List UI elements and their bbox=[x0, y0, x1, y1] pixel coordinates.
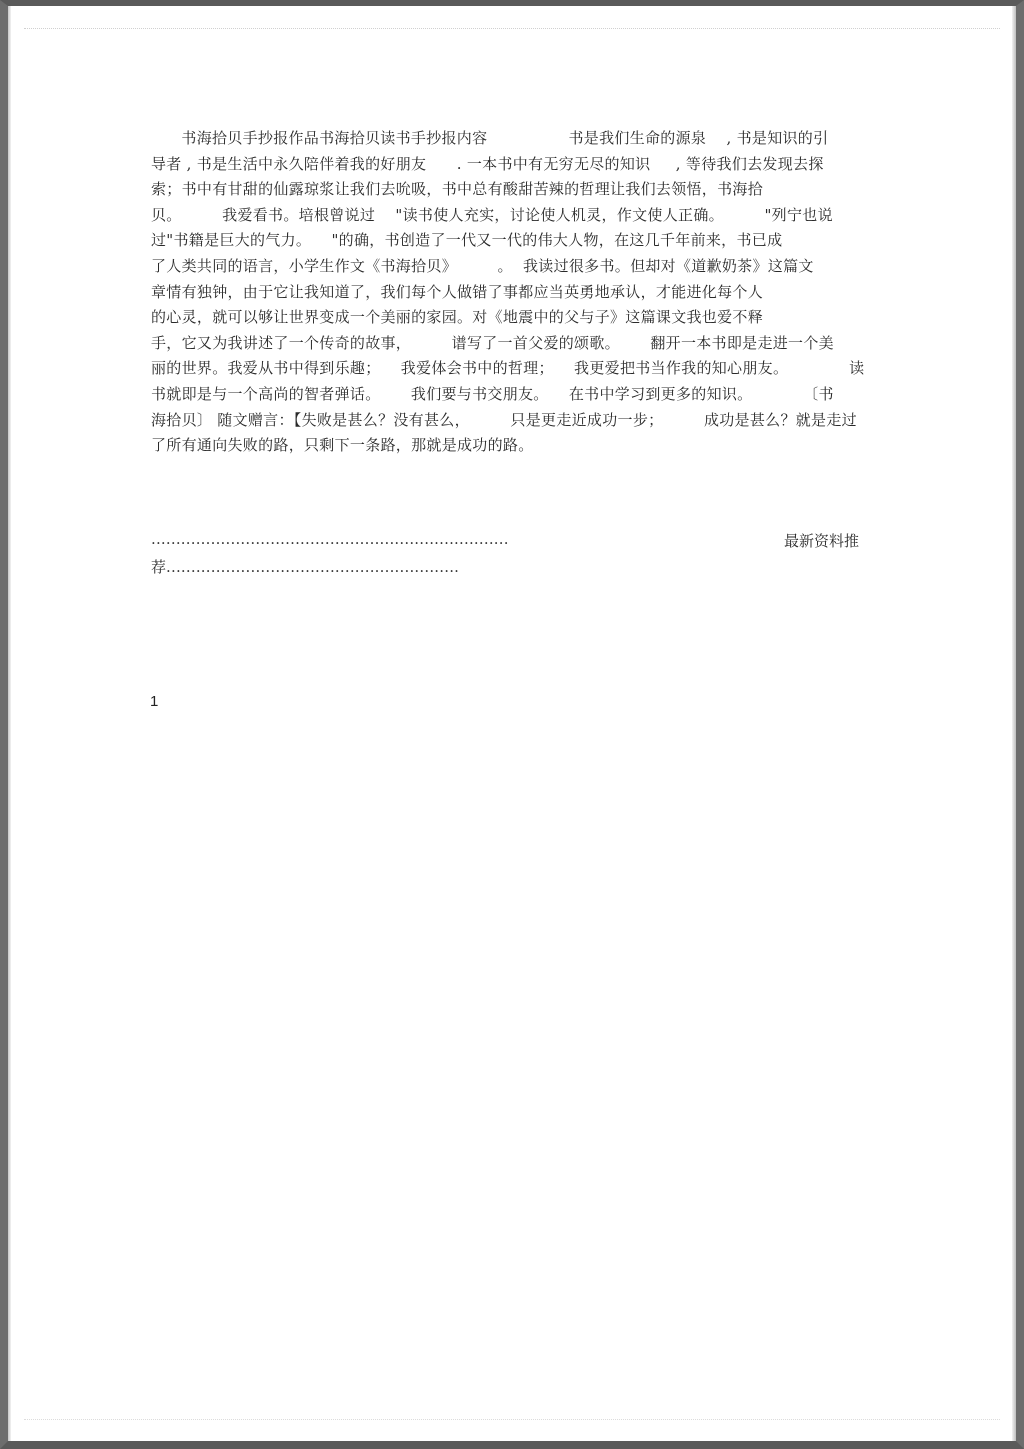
body-line: 过"书籍是巨大的气力。 "的确，书创造了一代又一代的伟大人物，在这几千年前来，书已成 bbox=[151, 231, 783, 250]
footer-recommendation bbox=[151, 530, 861, 582]
dotted-leader: ........................................................................ bbox=[151, 530, 509, 548]
bottom-dotted-rule bbox=[24, 1419, 1000, 1421]
footer-row bbox=[151, 556, 861, 582]
body-line: 贝。 我爱看书。培根曾说过 "读书使人充实，讨论使人机灵，作文使人正确。 "列宁也说 bbox=[151, 205, 833, 224]
body-line: 了所有通向失败的路，只剩下一条路，那就是成功的路。 bbox=[151, 436, 534, 455]
body-line: 的心灵，就可以够让世界变成一个美丽的家园。对《地震中的父与子》这篇课文我也爱不释 bbox=[151, 308, 764, 327]
body-line: 海拾贝〕 随文赠言：【失败是甚么？没有甚么， 只是更走近成功一步； 成功是甚么？就是走过 bbox=[151, 410, 857, 429]
recommend-label: 最新资料推 bbox=[783, 532, 859, 550]
body-line: 书就即是与一个高尚的智者弹话。 我们要与书交朋友。 在书中学习到更多的知识。 〔书 bbox=[151, 384, 834, 403]
body-line: 导者 , 书是生活中永久陪伴着我的好朋友 . 一本书中有无穷无尽的知识 , 等待我们去发现去探 bbox=[151, 154, 824, 173]
body-line: 书海拾贝手抄报作品书海拾贝读书手抄报内容 书是我们生命的源泉 , 书是知识的引 bbox=[151, 129, 829, 147]
page-number: 1 bbox=[150, 693, 159, 710]
body-line: 了人类共同的语言，小学生作文《书海拾贝》 。 我读过很多书。但却对《道歉奶茶》这篇文 bbox=[151, 256, 814, 275]
footer-row bbox=[151, 530, 861, 556]
body-line: 章情有独钟，由于它让我知道了，我们每个人做错了事都应当英勇地承认，才能进化每个人 bbox=[151, 282, 764, 301]
top-dotted-rule bbox=[24, 28, 1000, 30]
body-paragraph bbox=[151, 126, 871, 459]
page-right-shadow bbox=[1012, 6, 1016, 1441]
page-left-shadow bbox=[8, 6, 11, 1441]
body-line: 手，它又为我讲述了一个传奇的故事， 谱写了一首父爱的颂歌。 翻开一本书即是走进一个美 bbox=[151, 333, 834, 352]
dotted-leader: ........................................................... bbox=[166, 558, 460, 576]
recommend-label-continued: 荐 bbox=[151, 558, 167, 576]
body-line: 索；书中有甘甜的仙露琼浆让我们去吮吸，书中总有酸甜苦辣的哲理让我们去领悟，书海拾 bbox=[151, 180, 764, 199]
body-line: 丽的世界。我爱从书中得到乐趣； 我爱体会书中的哲理； 我更爱把书当作我的知心朋友。 读 bbox=[151, 359, 865, 378]
